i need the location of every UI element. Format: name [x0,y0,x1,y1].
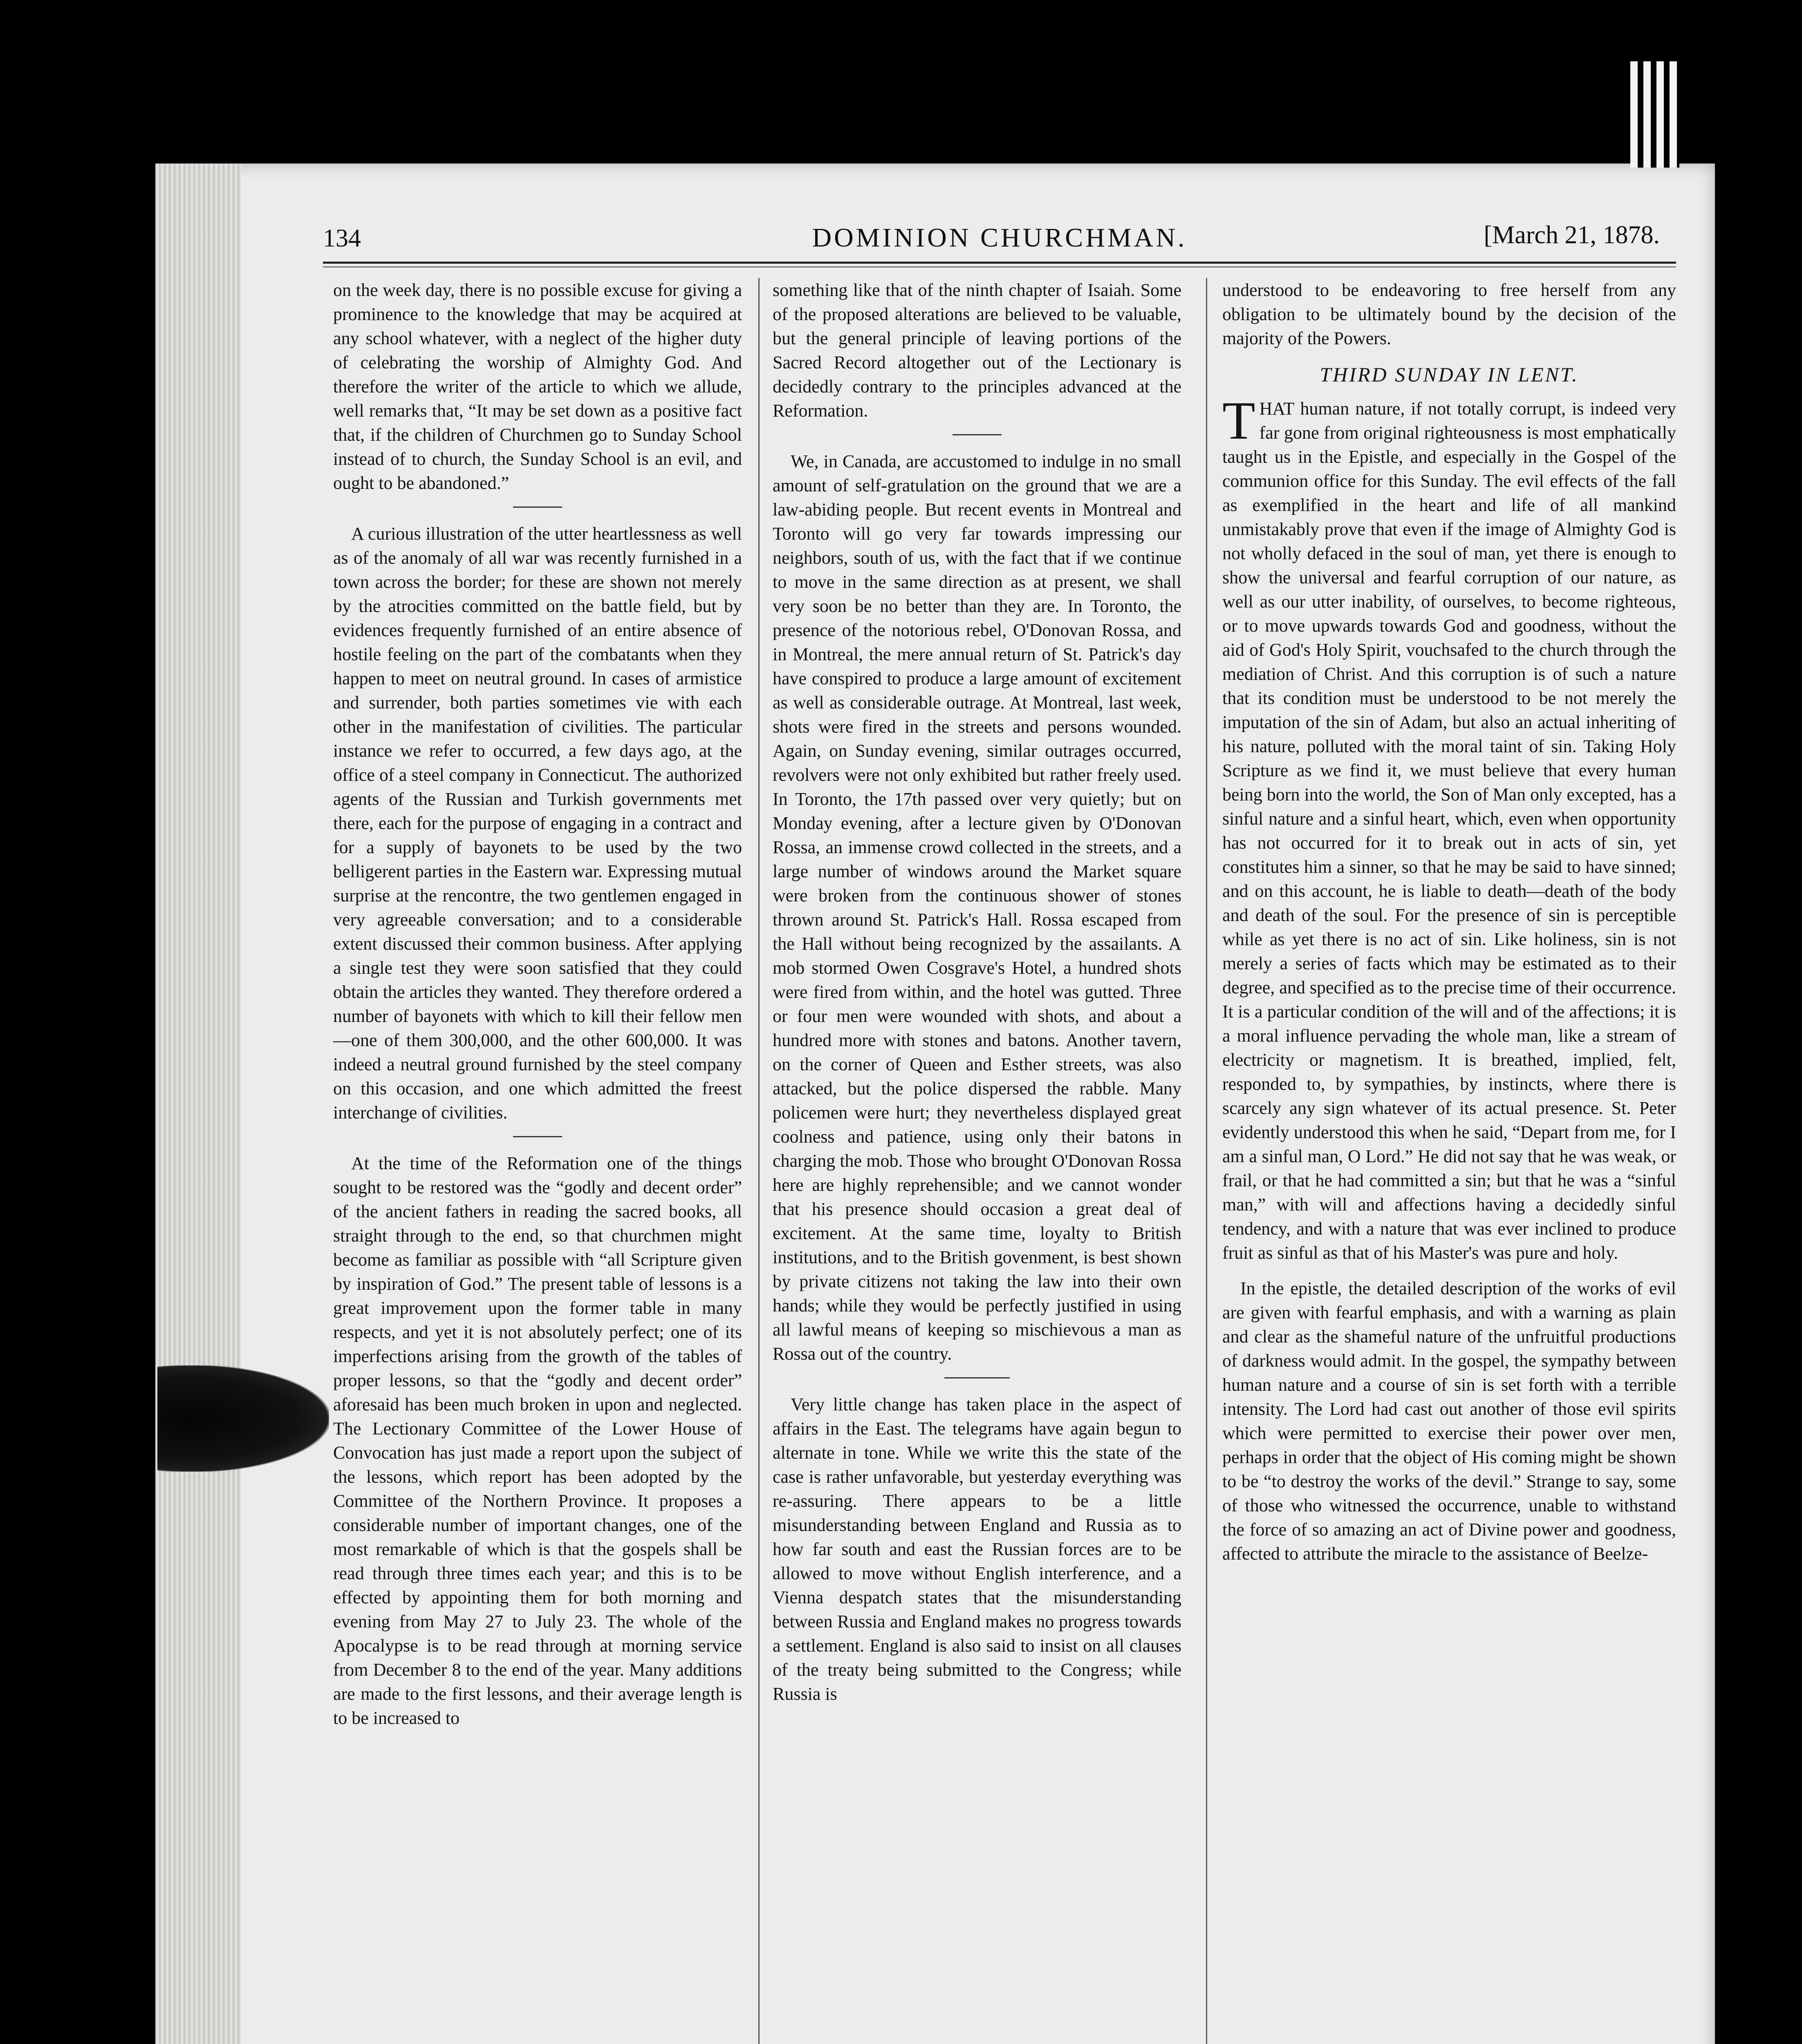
issue-date: [March 21, 1878. [1484,221,1660,249]
page-stack-edge [155,164,241,2044]
article-text: HAT human nature, if not totally corrupt, is indeed very far gone from original righteousness is most emphatically taught us in the Epistle, and especially in the Gospel of the communion office for this Sunday. The evil effects of the fall as exemplified in the heart and life of all mankind unmistakably prove that even if the image of Almighty God is not wholly defaced in the soul of man, yet there is enough to show the universal and fearful corruption of our nature, as well as our utter inability, of ourselves, to become righteous, or to move upwards towards God and goodness, without the aid of God's Holy Spirit, vouchsafed to the church through the mediation of Christ. And this corruption is of such a nature that its condition must be understood to be not merely the imputation of the sin of Adam, but also an actual inheriting of his nature, polluted with the moral taint of sin. Taking Holy Scripture as we find it, we must believe that every human being born into the world, the Son of Man only excepted, has a sinful nature and a sinful heart, which, even when opportunity has not occurred for it to break out in acts of sin, yet constitutes him a sinner, so that he may be said to have sinned; and on this account, he is liable to death—death of the body and death of the soul. For the presence of sin is perceptible while as yet there is no act of sin. Like holiness, sin is not merely a series of facts which may be estimated as to their degree, and specified as to the precise time of their occurrence. It is a particular condition of the will and of the affections; it is a moral influence pervading the whole man, like a stream of electricity or magnetism. It is breathed, implied, felt, responded to, by sympathies, by instincts, where there is scarcely any sign whatever of its actual presence. St. Peter evidently understood this when he said, “Depart from me, for I am a sinful man, O Lord.” He did not say that he was weak, or frail, or that he had committed a sin; but that he was a “sinful man,” with will and affections having a decidedly sinful tendency, and with a nature that was ever inclined to produce fruit as sinful as that of his Master's was pure and holy. [1222,399,1676,1263]
column-3 [1222,278,1676,1577]
header-rule [323,262,1676,264]
article-paragraph: In the epistle, the detailed description of the works of evil are given with fearful emphasis, and with a warning as plain and clear as the shameful nature of the unfruitful productions of darkness would admit. In the gospel, the sympathy between human nature and a course of sin is set forth with a terrible intensity. The Lord had cast out another of those evil spirits which were permitted to exercise their power over men, perhaps in order that the object of His coming might be shown to be “to destroy the works of the devil.” Strange to say, some of those who witnessed the occurrence, unable to withstand the force of so amazing an act of Divine power and goodness, affected to attribute the miracle to the assistance of Beelze- [1222,1278,1676,1564]
article-paragraph: We, in Canada, are accustomed to indulge in no small amount of self-gratulation on the ground that we are a law-abiding people. But recent events in Montreal and Toronto will go very far towards impressing our neighbors, south of us, with the fact that if we continue to move in the same direction as at present, we shall very soon be no better than they are. In Toronto, the presence of the notorious rebel, O'Donovan Rossa, and in Montreal, the mere annual return of St. Patrick's day have conspired to produce a large amount of excitement as well as considerable outrage. At Montreal, last week, shots were fired in the streets and persons wounded. Again, on Sunday evening, similar outrages occurred, revolvers were not only exhibited but rather freely used. In Toronto, the 17th passed over very quietly; but on Monday evening, after a lecture given by O'Donovan Rossa, an immense crowd collected in the streets, and a large number of windows around the Market square were broken from the continuous shower of stones thrown around St. Patrick's Hall. Rossa escaped from the Hall without being recognized by the assailants. A mob stormed Owen Cosgrave's Hotel, a hundred shots were fired from within, and the hotel was gutted. Three or four men were wounded with shots, and about a hundred more with stones and batons. Another tavern, on the corner of Queen and Esther streets, was also attacked, but the police dispersed the rabble. Many policemen were hurt; they nevertheless displayed great coolness and patience, using only their batons in charging the mob. Those who brought O'Donovan Rossa here are highly reprehensible; and we cannot wonder that his presence should occasion a great deal of excitement. At the same time, loyalty to British institutions, and to the British govenment, is best shown by private citizens not taking the law into their own hands; while they would be perfectly justified in using all lawful means of keeping so mischievous a man as Rossa out of the country. [773,451,1181,1364]
scanner-finger-shadow [157,1365,329,1472]
article-paragraph: something like that of the ninth chapter of Isaiah. Some of the proposed alterations are believed to be valuable, but the general principle of leaving portions of the Sacred Record altogether out of the Lectionary is decidedly contrary to the principles advanced at the Reformation. [773,280,1181,421]
column-1 [333,278,742,1741]
article-separator [944,1377,1010,1378]
article-paragraph: on the week day, there is no possible excuse for giving a prominence to the knowledge that may be acquired at any school whatever, with a neglect of the higher duty of celebrating the worship of Almighty God. And therefore the writer of the article to which we allude, well remarks that, “It may be set down as a positive fact that, if the children of Churchmen go to Sunday School instead of to church, the Sunday School is an evil, and ought to be abandoned.” [333,280,742,493]
article-separator [953,434,1002,435]
page-number: 134 [323,224,361,252]
section-title: THIRD SUNDAY IN LENT. [1320,363,1579,386]
drop-cap: T [1222,390,1255,450]
scan-calibration-bars-top [1630,61,1679,168]
page-header [323,221,1676,262]
column-divider [758,278,760,2044]
article-separator [513,1136,562,1137]
journal-title: DOMINION CHURCHMAN. [812,223,1187,253]
article-paragraph: At the time of the Reformation one of the things sought to be restored was the “godly and decent order” of the ancient fathers in reading the sacred books, all straight through to the end, so that churchmen might become as familiar as possible with “all Scripture given by inspiration of God.” The present table of lessons is a great improvement upon the former table in many respects, and yet it is not absolutely perfect; one of its imperfections arising from the growth of the tables of proper lessons, so that the “godly and decent order” aforesaid has been much broken in upon and neglected. The Lectionary Committee of the Lower House of Convocation has just made a report upon the subject of the lessons, which report has been adopted by the Committee of the Northern Province. It proposes a considerable number of important changes, one of the most remarkable of which is that the gospels shall be read through three times each year; and this is to be effected by appointing them for both morning and evening from May 27 to July 23. The whole of the Apocalypse is to be read through at morning service from December 8 to the end of the year. Many additions are made to the first lessons, and their average length is to be increased to [333,1153,742,1728]
article-separator [513,507,562,508]
article-paragraph [1222,390,1676,1265]
article-paragraph: A curious illustration of the utter heartlessness as well as of the anomaly of all war was recently furnished in a town across the border; for these are shown not merely by the atrocities committed on the battle field, but by evidences frequently furnished of an entire absence of hostile feeling on the part of the combatants when they happen to meet on neutral ground. In cases of armistice and surrender, both parties sometimes vie with each other in the manifestation of civilities. The particular instance we refer to occurred, a few days ago, at the office of a steel company in Connecticut. The authorized agents of the Russian and Turkish governments met there, each for the purpose of engaging in a contract and for a supply of bayonets to be used by the two belligerent parties in the Eastern war. Expressing mutual surprise at the rencontre, the two gentlemen engaged in very agreeable conversation; and to a considerable extent discussed their common business. After applying a single test they were soon satisfied that they could obtain the articles they wanted. They therefore ordered a number of bayonets with which to kill their fellow men—one of them 300,000, and the other 600,000. It was indeed a neutral ground furnished by the steel company on this occasion, and one which admitted the freest interchange of civilities. [333,524,742,1123]
article-paragraph: Very little change has taken place in the aspect of affairs in the East. The telegrams have again begun to alternate in tone. While we write this the state of the case is rather unfavorable, but yesterday everything was re-assuring. There appears to be a little misunderstanding between England and Russia as to how far south and east the Russian forces are to be allowed to move without English interference, and a Vienna despatch states that the misunderstanding between Russia and England makes no progress towards a settlement. England is also said to insist on all clauses of the treaty being submitted to the Congress; while Russia is [773,1394,1181,1704]
article-paragraph: understood to be endeavoring to free herself from any obligation to be ultimately bound by the decision of the majority of the Powers. [1222,280,1676,348]
column-2 [773,278,1181,1717]
column-divider [1206,278,1207,2044]
